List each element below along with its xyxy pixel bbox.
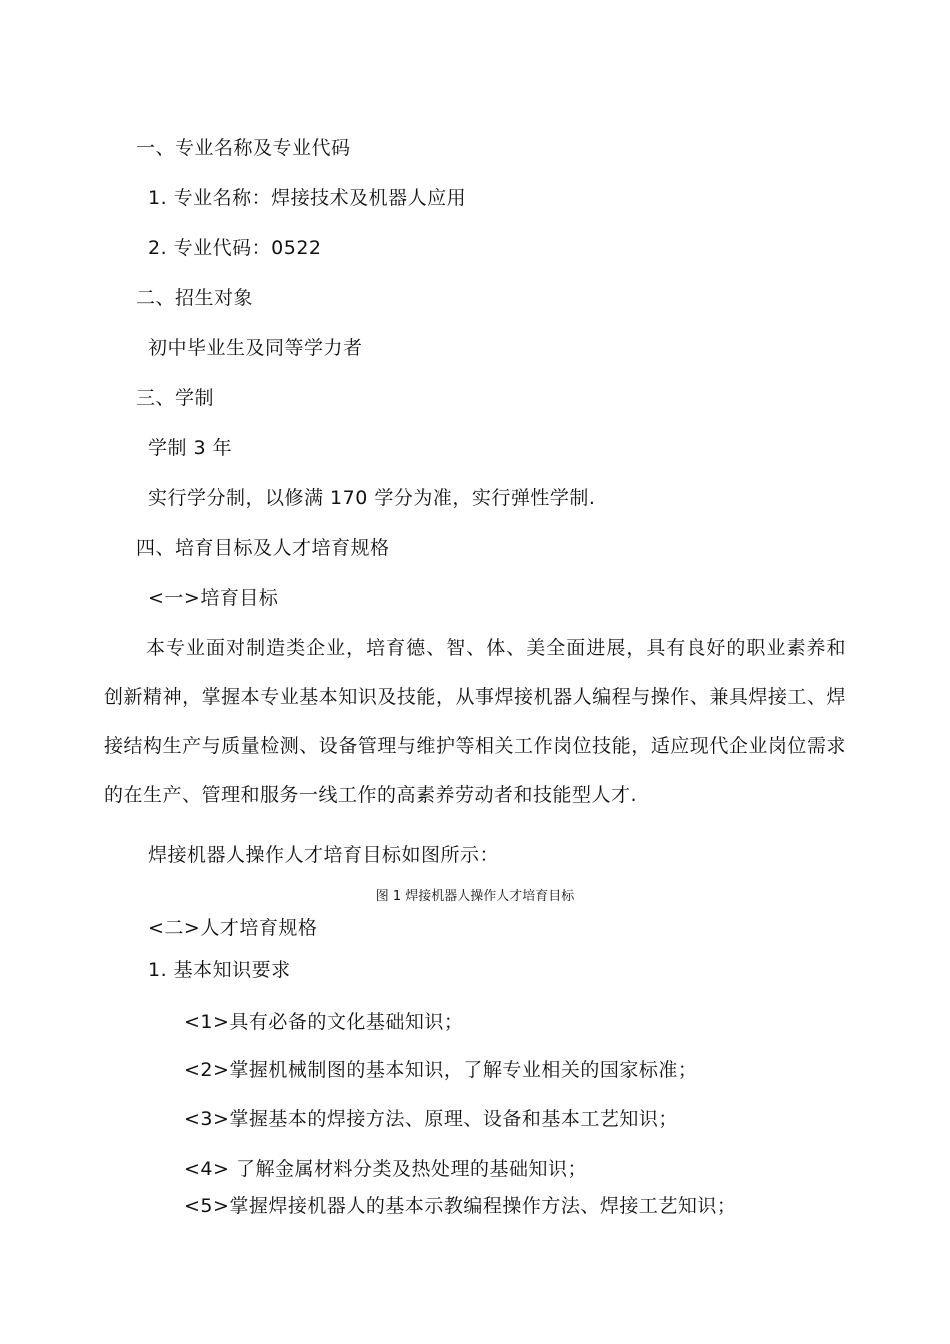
subsection-heading-goal: <一>培育目标 bbox=[148, 587, 279, 609]
major-code-item: 2. 专业代码：0522 bbox=[148, 237, 322, 259]
knowledge-item: <4> 了解金属材料分类及热处理的基础知识； bbox=[184, 1158, 587, 1180]
knowledge-item: <5>掌握焊接机器人的基本示教编程操作方法、焊接工艺知识； bbox=[184, 1195, 737, 1217]
subsection-heading-specs: <二>人才培育规格 bbox=[148, 917, 318, 939]
figure-intro-text: 焊接机器人操作人才培育目标如图所示： bbox=[148, 844, 500, 866]
knowledge-item: <3>掌握基本的焊接方法、原理、设备和基本工艺知识； bbox=[184, 1108, 678, 1130]
section-heading-major: 一、专业名称及专业代码 bbox=[136, 137, 351, 159]
duration-text: 学制 3 年 bbox=[148, 437, 233, 459]
knowledge-requirements-heading: 1. 基本知识要求 bbox=[148, 959, 291, 981]
section-heading-duration: 三、学制 bbox=[136, 387, 215, 409]
knowledge-item: <2>掌握机械制图的基本知识，了解专业相关的国家标准； bbox=[184, 1059, 698, 1081]
figure-caption: 图 1 焊接机器人操作人才培育目标 bbox=[375, 889, 575, 904]
section-heading-enrollment: 二、招生对象 bbox=[136, 287, 254, 309]
section-heading-goals: 四、培育目标及人才培育规格 bbox=[136, 537, 390, 559]
goal-paragraph: 本专业面对制造类企业，培育德、智、体、美全面进展，具有良好的职业素养和创新精神，掌握本专业基本知识及技能，从事焊接机器人编程与操作、兼具焊接工、焊接结构生产与质量检测、设备管理与维护等相关工作岗位技能，适应现代企业岗位需求的在生产、管理和服务一线工作的高素养劳动者和技能型人才. bbox=[104, 637, 846, 806]
knowledge-item: <1>具有必备的文化基础知识； bbox=[184, 1011, 464, 1033]
credit-system-text: 实行学分制，以修满 170 学分为准，实行弹性学制. bbox=[148, 487, 596, 509]
enrollment-target-text: 初中毕业生及同等学力者 bbox=[148, 337, 363, 359]
major-name-item: 1. 专业名称：焊接技术及机器人应用 bbox=[148, 187, 467, 209]
